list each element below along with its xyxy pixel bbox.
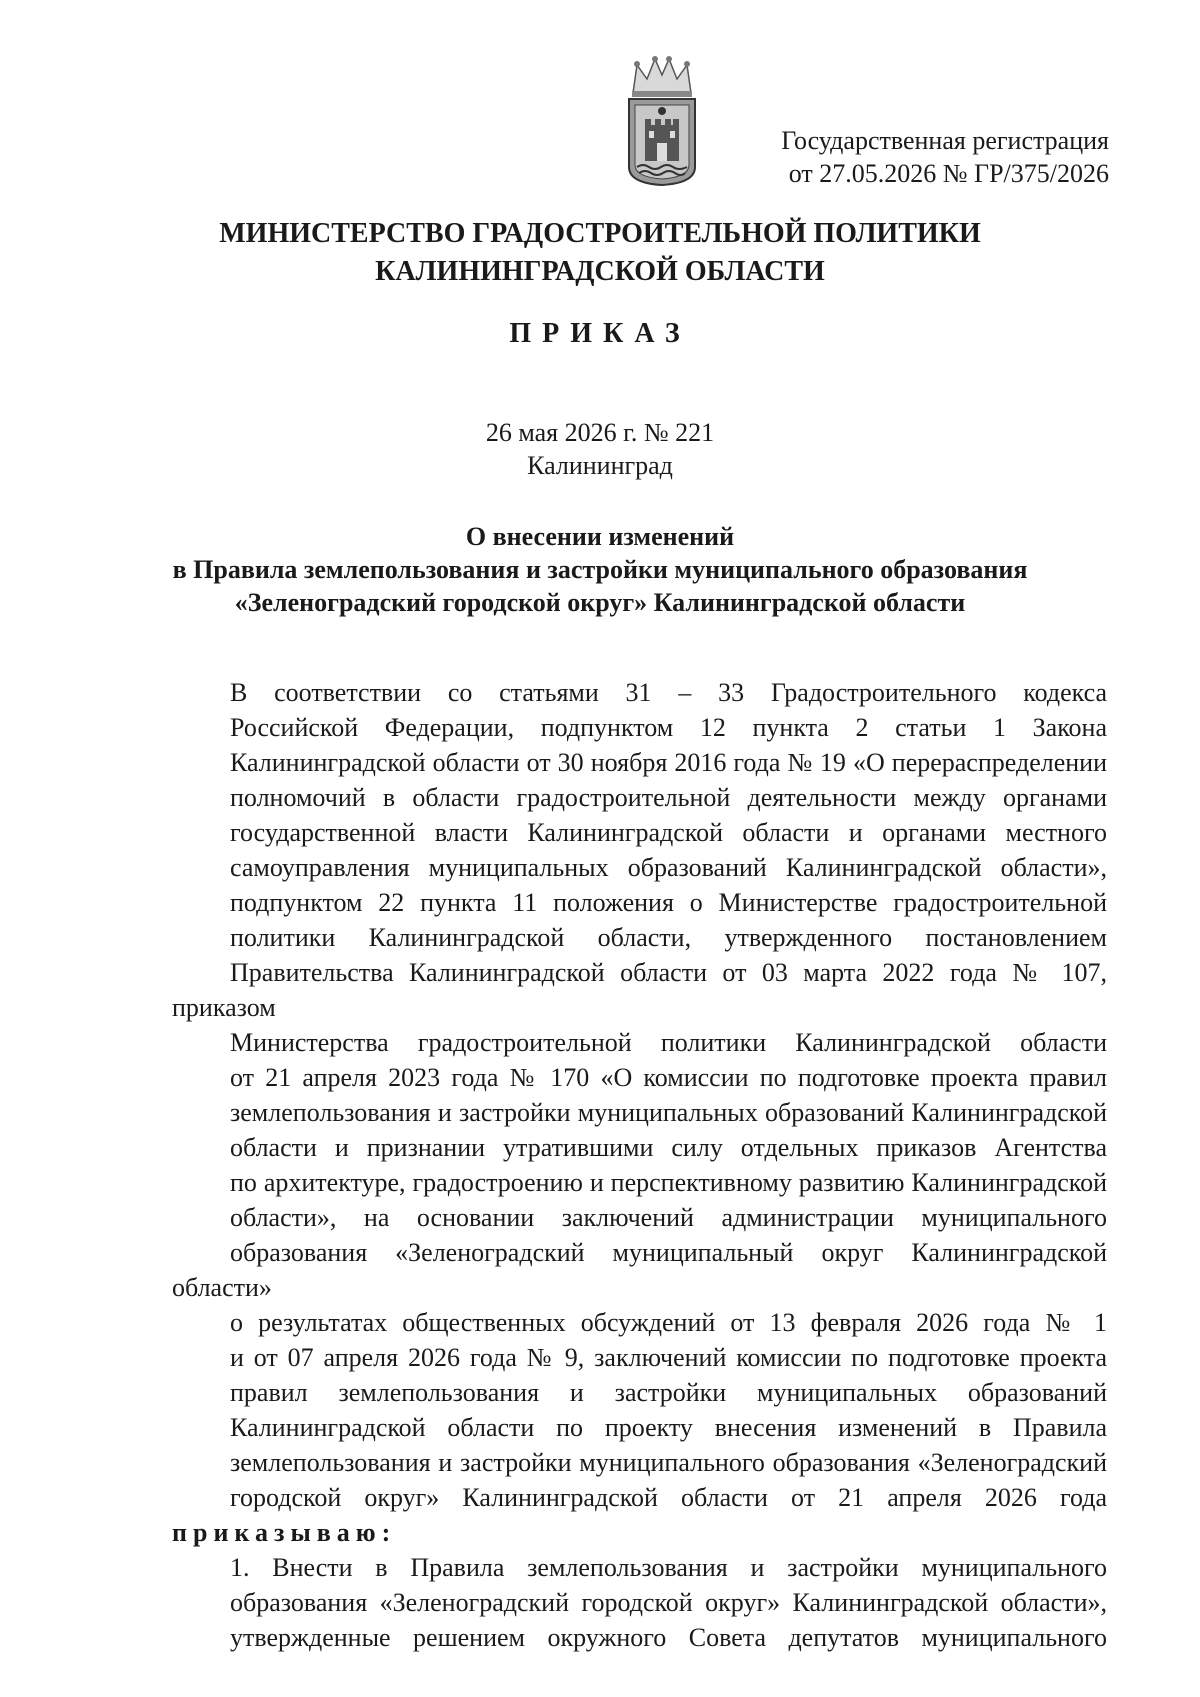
order-command: приказываю: bbox=[172, 1518, 397, 1547]
body-line: области и признании утратившими силу отдельных приказов Агентства bbox=[230, 1133, 1107, 1162]
ministry-name-line: КАЛИНИНГРАДСКОЙ ОБЛАСТИ bbox=[375, 256, 825, 287]
order-clause-1 bbox=[172, 1550, 1107, 1655]
order-title-line: «Зеленоградский городской округ» Калининградской области bbox=[234, 588, 966, 617]
body-line: землепользования и застройки муниципальных образований Калининградской bbox=[230, 1098, 1107, 1127]
order-title bbox=[0, 520, 1200, 619]
body-line: утвержденные решением окружного Совета депутатов муниципального bbox=[230, 1623, 1107, 1652]
body-line: образования «Зеленоградский муниципальный округ Калининградской области» bbox=[172, 1238, 1107, 1302]
document-type: ПРИКАЗ bbox=[509, 318, 691, 349]
body-line: о результатах общественных обсуждений от 13 февраля 2026 года № 1 bbox=[230, 1308, 1107, 1337]
order-date-number: 26 мая 2026 г. № 221 bbox=[485, 418, 715, 447]
body-line: от 21 апреля 2023 года № 170 «О комиссии по подготовке проекта правил bbox=[230, 1063, 1107, 1092]
body-line: 1. Внести в Правила землепользования и застройки муниципального bbox=[230, 1553, 1107, 1582]
ministry-name bbox=[0, 215, 1200, 291]
preamble-paragraph bbox=[172, 675, 1107, 1550]
body-line: землепользования и застройки муниципального образования «Зеленоградский bbox=[230, 1448, 1107, 1477]
order-city: Калининград bbox=[527, 451, 673, 480]
body-line: Правительства Калининградской области от 03 марта 2022 года № 107, приказом bbox=[172, 958, 1107, 1022]
order-date-place bbox=[0, 416, 1200, 482]
body-line: правил землепользования и застройки муниципальных образований bbox=[230, 1378, 1107, 1407]
document-body bbox=[172, 675, 1107, 1655]
registration-number: от 27.05.2026 № ГР/375/2026 bbox=[788, 159, 1109, 188]
ministry-name-line: МИНИСТЕРСТВО ГРАДОСТРОИТЕЛЬНОЙ ПОЛИТИКИ bbox=[219, 218, 981, 249]
body-line: и от 07 апреля 2026 года № 9, заключений комиссии по подготовке проекта bbox=[230, 1343, 1107, 1372]
body-line: В соответствии со статьями 31 – 33 Градостроительного кодекса bbox=[230, 678, 1107, 707]
order-title-line: в Правила землепользования и застройки муниципального образования bbox=[172, 555, 1028, 584]
body-line: Калининградской области по проекту внесения изменений в Правила bbox=[230, 1413, 1107, 1442]
body-line: по архитектуре, градостроению и перспективному развитию Калининградской bbox=[230, 1168, 1107, 1197]
body-line: полномочий в области градостроительной деятельности между органами bbox=[230, 783, 1107, 812]
body-line: подпунктом 22 пункта 11 положения о Министерстве градостроительной bbox=[230, 888, 1107, 917]
body-line: государственной власти Калининградской области и органами местного bbox=[230, 818, 1107, 847]
body-line: Министерства градостроительной политики Калининградской области bbox=[230, 1028, 1107, 1057]
body-line: образования «Зеленоградский городской округ» Калининградской области», bbox=[230, 1588, 1107, 1617]
body-line: области», на основании заключений администрации муниципального bbox=[230, 1203, 1107, 1232]
registration-label: Государственная регистрация bbox=[781, 126, 1109, 155]
body-line: Калининградской области от 30 ноября 2016 года № 19 «О перераспределении bbox=[230, 748, 1107, 777]
body-line: Российской Федерации, подпунктом 12 пункта 2 статьи 1 Закона bbox=[230, 713, 1107, 742]
order-title-line: О внесении изменений bbox=[465, 522, 735, 551]
body-line: самоуправления муниципальных образований Калининградской области», bbox=[230, 853, 1107, 882]
registration-stamp bbox=[781, 124, 1109, 190]
coat-of-arms-icon bbox=[623, 55, 701, 187]
body-line: политики Калининградской области, утвержденного постановлением bbox=[230, 923, 1107, 952]
body-line: городской округ» Калининградской области от 21 апреля 2026 года bbox=[230, 1483, 1107, 1512]
